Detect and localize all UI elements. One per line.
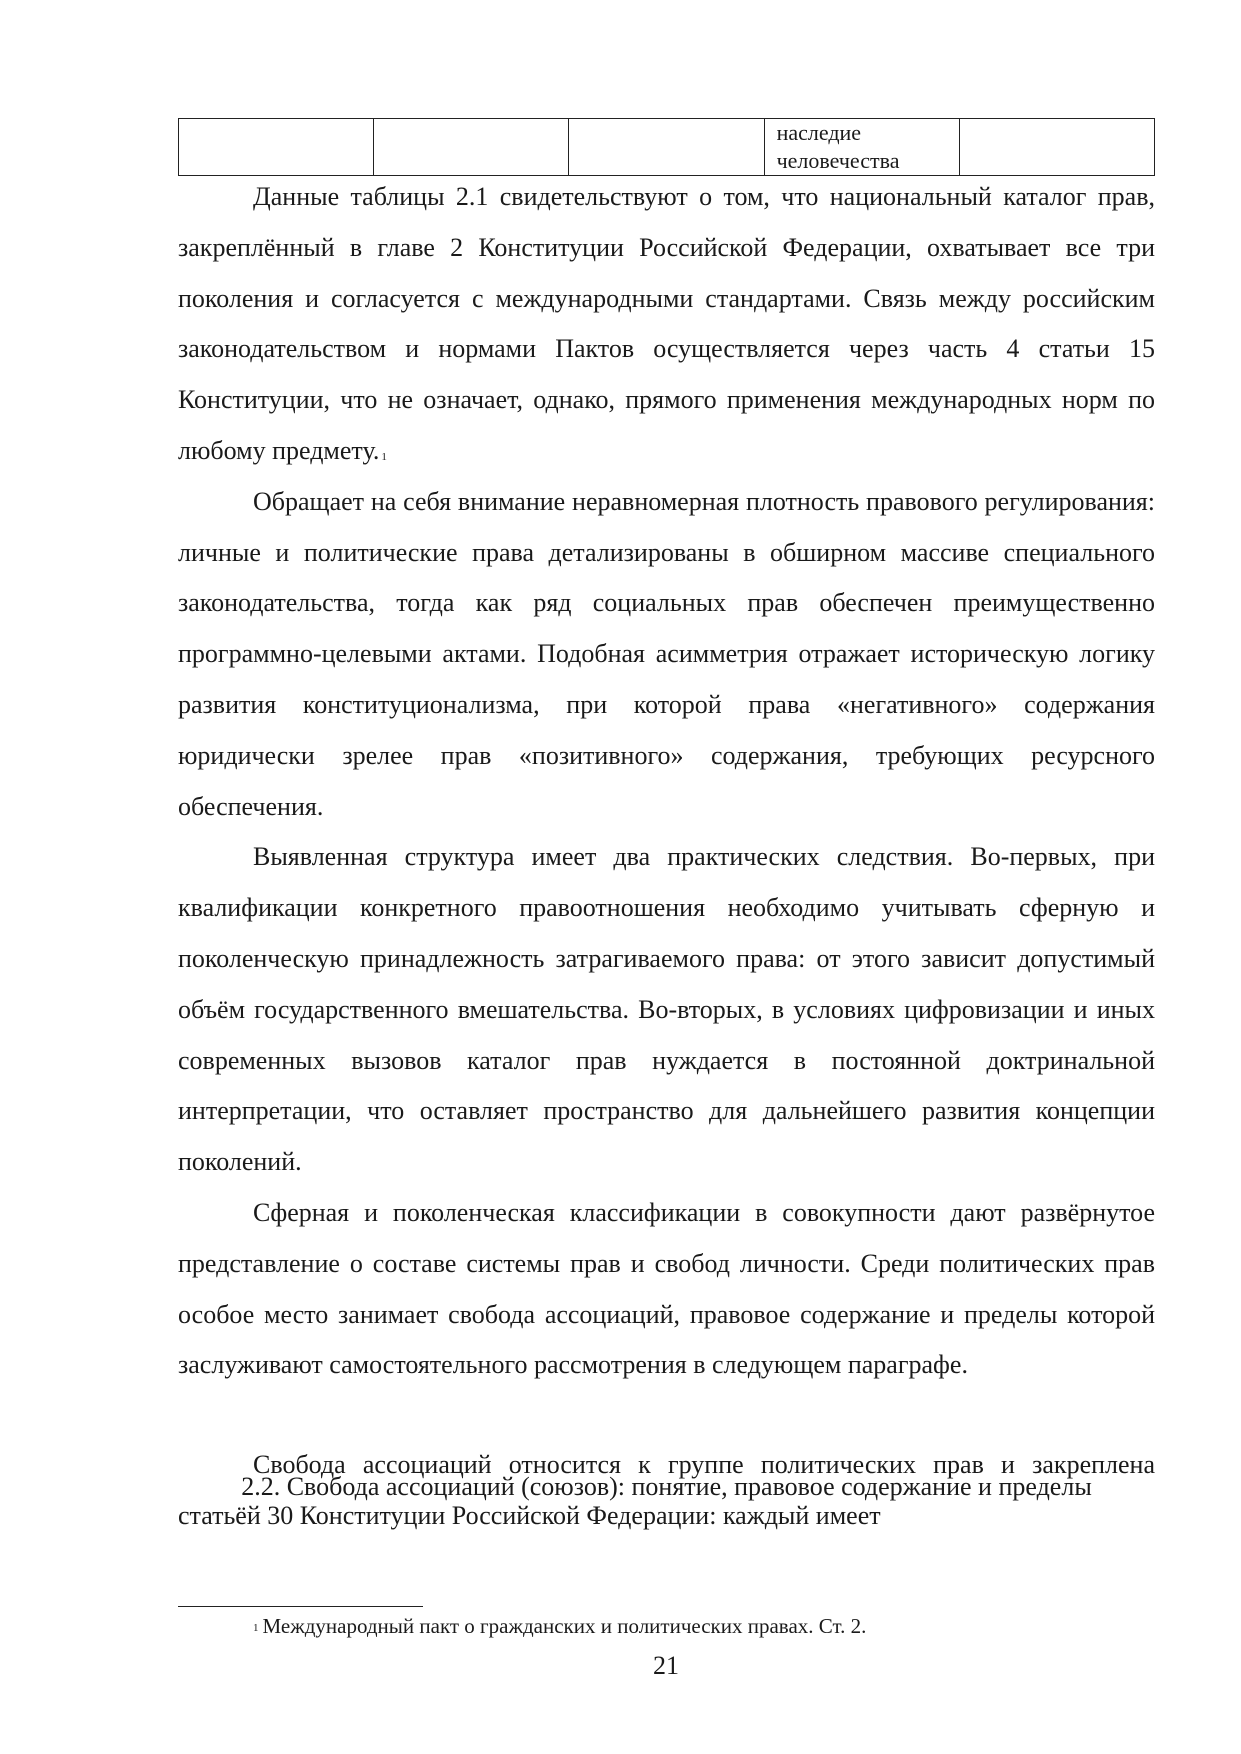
body-text-before-heading — [178, 172, 1155, 1391]
footnote — [253, 1613, 866, 1639]
paragraph: Выявленная структура имеет два практических следствия. Во-первых, при квалификации конкретного правоотношения необходимо учитывать сферную и поколенческую принадлежность затрагиваемого права: от этого зависит допустимый объём государственного вмешательства. Во-вторых, в условиях цифровизации и иных современных вызовов каталог прав нуждается в постоянной доктринальной интерпретации, что оставляет пространство для дальнейшего развития концепции поколений. — [178, 842, 1155, 1177]
body-text-after-heading — [178, 1440, 1155, 1542]
page-number: 21 — [653, 1651, 679, 1680]
table-cell — [959, 119, 1154, 176]
table-cell: наследие человечества — [764, 119, 959, 176]
table-row — [179, 119, 1155, 176]
paragraph: Свобода ассоциаций относится к группе политических прав и закреплена статьёй 30 Конституции Российской Федерации: каждый имеет — [178, 1450, 1155, 1530]
paragraph: Сферная и поколенческая классификации в совокупности дают развёрнутое представление о составе системы прав и свобод личности. Среди политических прав особое место занимает свобода ассоциаций, правовое содержание и пределы которой заслуживают самостоятельного рассмотрения в следующем параграфе. — [178, 1197, 1155, 1380]
table-cell — [374, 119, 569, 176]
table-cell — [179, 119, 374, 176]
footnote-number: 1 — [253, 1622, 259, 1634]
section-heading: 2.2. Свобода ассоциаций (союзов): понятие, правовое содержание и пределы — [241, 1472, 1092, 1501]
paragraph-text: Данные таблицы 2.1 свидетельствуют о том, что национальный каталог прав, закреплённый в главе 2 Конституции Российской Федерации, охватывает все три поколения и согласуется с международными стандартами. Связь между российским законодательством и нормами Пактов осуществляется через часть 4 статьи 15 Конституции, что не означает, однако, прямого применения международных норм по любому предмету. — [178, 182, 1155, 465]
paragraph — [178, 172, 1155, 477]
footnote-text: Международный пакт о гражданских и политических правах. Ст. 2. — [262, 1614, 867, 1638]
table-fragment — [178, 118, 1155, 176]
table-cell — [569, 119, 764, 176]
footnote-reference[interactable]: 1 — [381, 450, 387, 463]
paragraph: Обращает на себя внимание неравномерная плотность правового регулирования: личные и политические права детализированы в обширном массиве специального законодательства, тогда как ряд социальных прав обеспечен преимущественно программно-целевыми актами. Подобная асимметрия отражает историческую логику развития конституционализма, при которой права «негативного» содержания юридически зрелее прав «позитивного» содержания, требующих ресурсного обеспечения. — [178, 486, 1155, 821]
footnote-separator — [178, 1606, 423, 1607]
